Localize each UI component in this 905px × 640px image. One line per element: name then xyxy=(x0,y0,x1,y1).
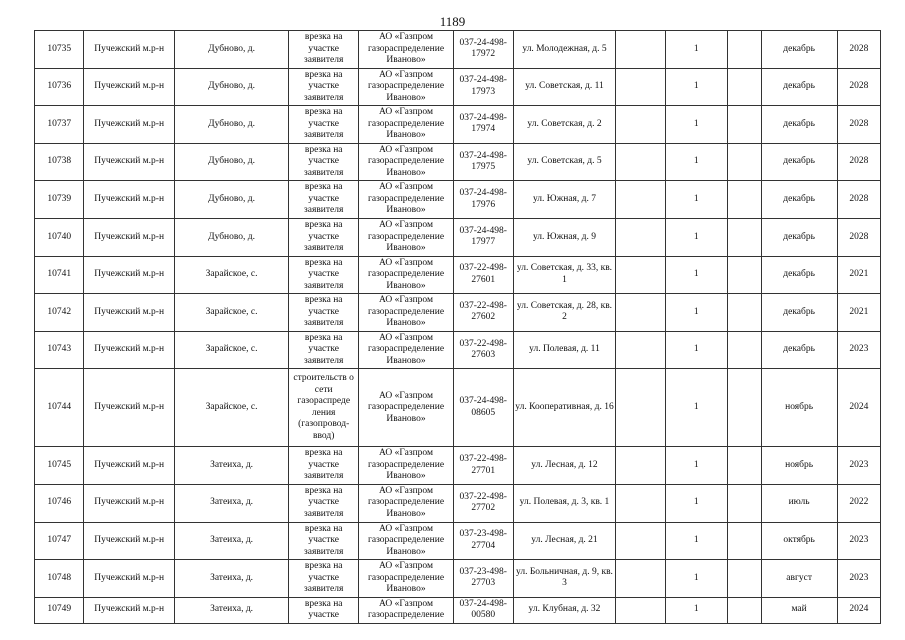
object-code-cell: 037-22-498-27701 xyxy=(453,447,513,485)
empty-cell xyxy=(616,597,665,623)
locality-cell: Затеиха, д. xyxy=(174,522,288,560)
month-cell: декабрь xyxy=(761,143,837,181)
address-cell: ул. Советская, д. 2 xyxy=(513,106,616,144)
month-cell: декабрь xyxy=(761,256,837,294)
empty-cell xyxy=(616,369,665,447)
quantity-cell: 1 xyxy=(665,331,727,369)
empty-cell xyxy=(727,68,761,106)
table-row xyxy=(35,447,881,485)
organization-cell: АО «Газпром газораспределение Иваново» xyxy=(359,447,454,485)
quantity-cell: 1 xyxy=(665,218,727,256)
table-row xyxy=(35,484,881,522)
object-code-cell: 037-24-498-17975 xyxy=(453,143,513,181)
address-cell: ул. Полевая, д. 3, кв. 1 xyxy=(513,484,616,522)
row-number-cell: 10741 xyxy=(35,256,84,294)
address-cell: ул. Советская, д. 33, кв. 1 xyxy=(513,256,616,294)
quantity-cell: 1 xyxy=(665,560,727,598)
district-cell: Пучежский м.р-н xyxy=(84,143,175,181)
organization-cell: АО «Газпром газораспределение Иваново» xyxy=(359,106,454,144)
table-row xyxy=(35,560,881,598)
table-row xyxy=(35,331,881,369)
object-code-cell: 037-23-498-27703 xyxy=(453,560,513,598)
district-cell: Пучежский м.р-н xyxy=(84,181,175,219)
year-cell: 2028 xyxy=(837,68,880,106)
organization-cell: АО «Газпром газораспределение Иваново» xyxy=(359,331,454,369)
district-cell: Пучежский м.р-н xyxy=(84,484,175,522)
month-cell: декабрь xyxy=(761,31,837,69)
table-row xyxy=(35,597,881,623)
district-cell: Пучежский м.р-н xyxy=(84,31,175,69)
year-cell: 2028 xyxy=(837,143,880,181)
address-cell: ул. Лесная, д. 21 xyxy=(513,522,616,560)
district-cell: Пучежский м.р-н xyxy=(84,68,175,106)
locality-cell: Дубново, д. xyxy=(174,106,288,144)
month-cell: декабрь xyxy=(761,294,837,332)
row-number-cell: 10748 xyxy=(35,560,84,598)
work-type-cell: врезка на участке заявителя xyxy=(289,256,359,294)
month-cell: май xyxy=(761,597,837,623)
locality-cell: Затеиха, д. xyxy=(174,597,288,623)
locality-cell: Дубново, д. xyxy=(174,143,288,181)
table-body xyxy=(35,31,881,624)
object-code-cell: 037-24-498-17973 xyxy=(453,68,513,106)
object-code-cell: 037-23-498-27704 xyxy=(453,522,513,560)
empty-cell xyxy=(616,294,665,332)
empty-cell xyxy=(616,68,665,106)
work-type-cell: врезка на участке заявителя xyxy=(289,331,359,369)
district-cell: Пучежский м.р-н xyxy=(84,597,175,623)
empty-cell xyxy=(727,106,761,144)
quantity-cell: 1 xyxy=(665,181,727,219)
object-code-cell: 037-24-498-00580 xyxy=(453,597,513,623)
address-cell: ул. Полевая, д. 11 xyxy=(513,331,616,369)
organization-cell: АО «Газпром газораспределение Иваново» xyxy=(359,369,454,447)
data-table xyxy=(34,30,881,624)
month-cell: август xyxy=(761,560,837,598)
quantity-cell: 1 xyxy=(665,522,727,560)
empty-cell xyxy=(727,294,761,332)
organization-cell: АО «Газпром газораспределение Иваново» xyxy=(359,560,454,598)
locality-cell: Затеиха, д. xyxy=(174,484,288,522)
table-row xyxy=(35,68,881,106)
locality-cell: Затеиха, д. xyxy=(174,447,288,485)
address-cell: ул. Лесная, д. 12 xyxy=(513,447,616,485)
table-row xyxy=(35,256,881,294)
month-cell: декабрь xyxy=(761,106,837,144)
object-code-cell: 037-24-498-08605 xyxy=(453,369,513,447)
empty-cell xyxy=(727,331,761,369)
work-type-cell: врезка на участке заявителя xyxy=(289,31,359,69)
row-number-cell: 10736 xyxy=(35,68,84,106)
row-number-cell: 10745 xyxy=(35,447,84,485)
quantity-cell: 1 xyxy=(665,447,727,485)
work-type-cell: врезка на участке заявителя xyxy=(289,143,359,181)
row-number-cell: 10740 xyxy=(35,218,84,256)
year-cell: 2028 xyxy=(837,218,880,256)
row-number-cell: 10749 xyxy=(35,597,84,623)
empty-cell xyxy=(616,522,665,560)
year-cell: 2028 xyxy=(837,31,880,69)
locality-cell: Дубново, д. xyxy=(174,181,288,219)
year-cell: 2022 xyxy=(837,484,880,522)
work-type-cell: строительств о сети газораспреде ления (газопровод-ввод) xyxy=(289,369,359,447)
row-number-cell: 10746 xyxy=(35,484,84,522)
empty-cell xyxy=(616,331,665,369)
month-cell: декабрь xyxy=(761,181,837,219)
year-cell: 2023 xyxy=(837,331,880,369)
row-number-cell: 10747 xyxy=(35,522,84,560)
table-row xyxy=(35,106,881,144)
work-type-cell: врезка на участке заявителя xyxy=(289,181,359,219)
locality-cell: Зарайское, с. xyxy=(174,369,288,447)
empty-cell xyxy=(727,181,761,219)
address-cell: ул. Советская, д. 28, кв. 2 xyxy=(513,294,616,332)
address-cell: ул. Южная, д. 9 xyxy=(513,218,616,256)
organization-cell: АО «Газпром газораспределение Иваново» xyxy=(359,31,454,69)
year-cell: 2021 xyxy=(837,256,880,294)
year-cell: 2023 xyxy=(837,560,880,598)
table-row xyxy=(35,181,881,219)
row-number-cell: 10738 xyxy=(35,143,84,181)
locality-cell: Дубново, д. xyxy=(174,68,288,106)
empty-cell xyxy=(727,369,761,447)
month-cell: октябрь xyxy=(761,522,837,560)
year-cell: 2021 xyxy=(837,294,880,332)
organization-cell: АО «Газпром газораспределение Иваново» xyxy=(359,218,454,256)
organization-cell: АО «Газпром газораспределение Иваново» xyxy=(359,522,454,560)
work-type-cell: врезка на участке заявителя xyxy=(289,522,359,560)
year-cell: 2024 xyxy=(837,369,880,447)
empty-cell xyxy=(616,106,665,144)
work-type-cell: врезка на участке заявителя xyxy=(289,106,359,144)
quantity-cell: 1 xyxy=(665,68,727,106)
district-cell: Пучежский м.р-н xyxy=(84,256,175,294)
empty-cell xyxy=(727,256,761,294)
work-type-cell: врезка на участке заявителя xyxy=(289,560,359,598)
month-cell: ноябрь xyxy=(761,369,837,447)
object-code-cell: 037-22-498-27602 xyxy=(453,294,513,332)
page-number: 1189 xyxy=(439,14,466,29)
quantity-cell: 1 xyxy=(665,143,727,181)
year-cell: 2023 xyxy=(837,447,880,485)
organization-cell: АО «Газпром газораспределение Иваново» xyxy=(359,143,454,181)
object-code-cell: 037-22-498-27601 xyxy=(453,256,513,294)
empty-cell xyxy=(616,560,665,598)
year-cell: 2028 xyxy=(837,106,880,144)
object-code-cell: 037-22-498-27702 xyxy=(453,484,513,522)
address-cell: ул. Больничная, д. 9, кв. 3 xyxy=(513,560,616,598)
table-row xyxy=(35,143,881,181)
empty-cell xyxy=(616,447,665,485)
district-cell: Пучежский м.р-н xyxy=(84,560,175,598)
year-cell: 2028 xyxy=(837,181,880,219)
address-cell: ул. Кооперативная, д. 16 xyxy=(513,369,616,447)
table-row xyxy=(35,369,881,447)
locality-cell: Дубново, д. xyxy=(174,31,288,69)
quantity-cell: 1 xyxy=(665,106,727,144)
table-row xyxy=(35,218,881,256)
object-code-cell: 037-24-498-17977 xyxy=(453,218,513,256)
row-number-cell: 10737 xyxy=(35,106,84,144)
table-row xyxy=(35,522,881,560)
row-number-cell: 10735 xyxy=(35,31,84,69)
object-code-cell: 037-24-498-17974 xyxy=(453,106,513,144)
empty-cell xyxy=(727,560,761,598)
empty-cell xyxy=(727,143,761,181)
year-cell: 2023 xyxy=(837,522,880,560)
work-type-cell: врезка на участке заявителя xyxy=(289,447,359,485)
empty-cell xyxy=(616,31,665,69)
locality-cell: Зарайское, с. xyxy=(174,294,288,332)
month-cell: декабрь xyxy=(761,68,837,106)
quantity-cell: 1 xyxy=(665,256,727,294)
empty-cell xyxy=(727,218,761,256)
object-code-cell: 037-24-498-17972 xyxy=(453,31,513,69)
empty-cell xyxy=(616,143,665,181)
organization-cell: АО «Газпром газораспределение Иваново» xyxy=(359,181,454,219)
organization-cell: АО «Газпром газораспределение xyxy=(359,597,454,623)
work-type-cell: врезка на участке заявителя xyxy=(289,294,359,332)
organization-cell: АО «Газпром газораспределение Иваново» xyxy=(359,256,454,294)
work-type-cell: врезка на участке заявителя xyxy=(289,68,359,106)
object-code-cell: 037-24-498-17976 xyxy=(453,181,513,219)
district-cell: Пучежский м.р-н xyxy=(84,106,175,144)
address-cell: ул. Советская, д. 5 xyxy=(513,143,616,181)
row-number-cell: 10742 xyxy=(35,294,84,332)
table-row xyxy=(35,294,881,332)
address-cell: ул. Южная, д. 7 xyxy=(513,181,616,219)
district-cell: Пучежский м.р-н xyxy=(84,294,175,332)
row-number-cell: 10739 xyxy=(35,181,84,219)
empty-cell xyxy=(727,597,761,623)
quantity-cell: 1 xyxy=(665,484,727,522)
month-cell: ноябрь xyxy=(761,447,837,485)
quantity-cell: 1 xyxy=(665,597,727,623)
empty-cell xyxy=(616,218,665,256)
district-cell: Пучежский м.р-н xyxy=(84,218,175,256)
month-cell: июль xyxy=(761,484,837,522)
year-cell: 2024 xyxy=(837,597,880,623)
address-cell: ул. Молодежная, д. 5 xyxy=(513,31,616,69)
empty-cell xyxy=(727,31,761,69)
empty-cell xyxy=(727,522,761,560)
locality-cell: Зарайское, с. xyxy=(174,331,288,369)
row-number-cell: 10744 xyxy=(35,369,84,447)
empty-cell xyxy=(616,256,665,294)
work-type-cell: врезка на участке заявителя xyxy=(289,218,359,256)
empty-cell xyxy=(616,181,665,219)
locality-cell: Зарайское, с. xyxy=(174,256,288,294)
organization-cell: АО «Газпром газораспределение Иваново» xyxy=(359,294,454,332)
month-cell: декабрь xyxy=(761,218,837,256)
work-type-cell: врезка на участке xyxy=(289,597,359,623)
table-row xyxy=(35,31,881,69)
work-type-cell: врезка на участке заявителя xyxy=(289,484,359,522)
row-number-cell: 10743 xyxy=(35,331,84,369)
empty-cell xyxy=(727,447,761,485)
empty-cell xyxy=(616,484,665,522)
organization-cell: АО «Газпром газораспределение Иваново» xyxy=(359,484,454,522)
district-cell: Пучежский м.р-н xyxy=(84,369,175,447)
organization-cell: АО «Газпром газораспределение Иваново» xyxy=(359,68,454,106)
month-cell: декабрь xyxy=(761,331,837,369)
quantity-cell: 1 xyxy=(665,369,727,447)
address-cell: ул. Советская, д. 11 xyxy=(513,68,616,106)
quantity-cell: 1 xyxy=(665,31,727,69)
locality-cell: Дубново, д. xyxy=(174,218,288,256)
object-code-cell: 037-22-498-27603 xyxy=(453,331,513,369)
district-cell: Пучежский м.р-н xyxy=(84,447,175,485)
empty-cell xyxy=(727,484,761,522)
address-cell: ул. Клубная, д. 32 xyxy=(513,597,616,623)
district-cell: Пучежский м.р-н xyxy=(84,522,175,560)
locality-cell: Затеиха, д. xyxy=(174,560,288,598)
district-cell: Пучежский м.р-н xyxy=(84,331,175,369)
quantity-cell: 1 xyxy=(665,294,727,332)
